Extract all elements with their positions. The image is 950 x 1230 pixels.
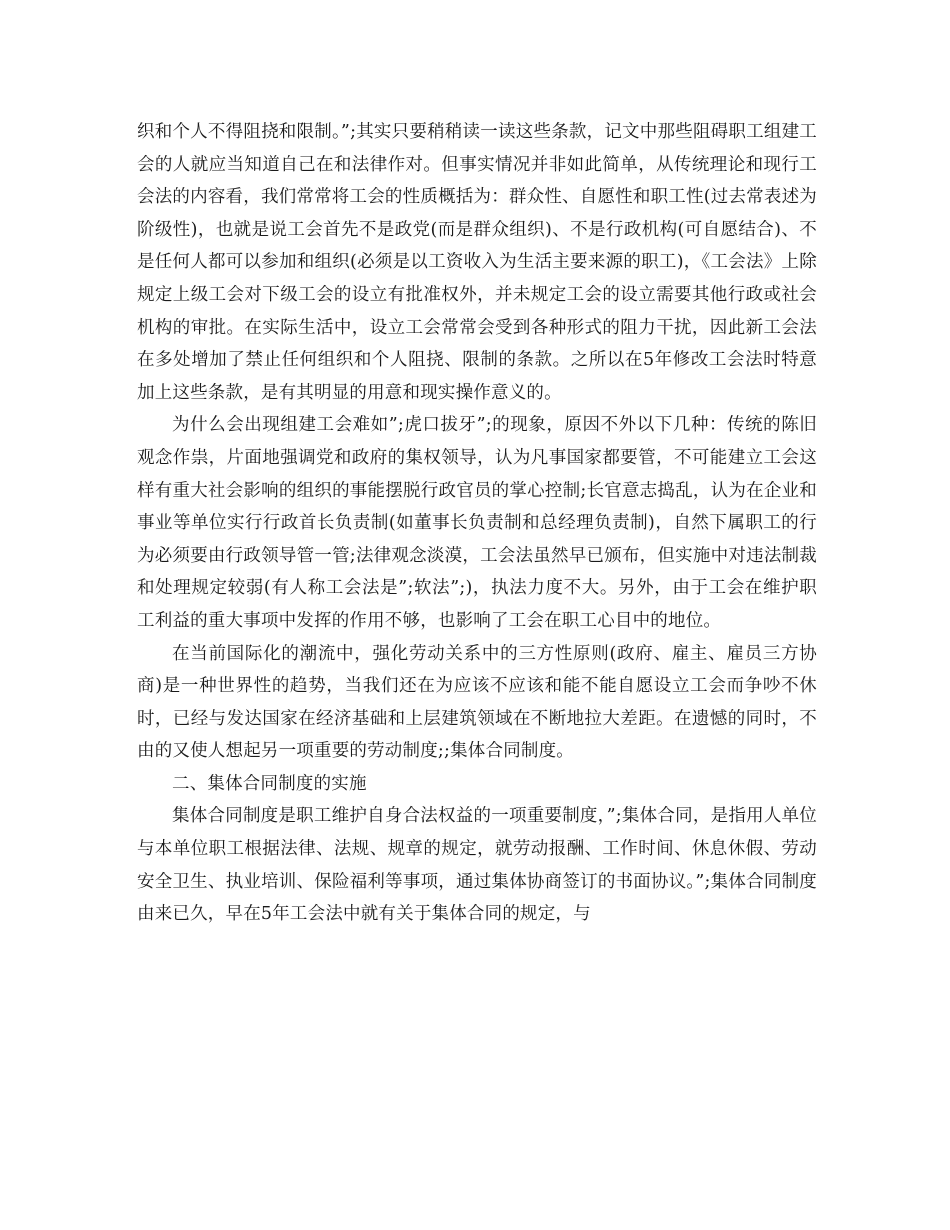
paragraph-2: 为什么会出现组建工会难如”;虎口拔牙”;的现象，原因不外以下几种：传统的陈旧观念作祟，片面地强调党和政府的集权领导，认为凡事国家都要管，不可能建立工会这样有重大社会影响的组织的事能摆脱行政官员的掌心控制;长官意志捣乱，认为在企业和事业等单位实行行政首长负责制(如董事长负责制和总经理负责制)，自然下属职工的行为必须要由行政领导管一管;法律观念淡漠，工会法虽然早已颁布，但实施中对违法制裁和处理规定较弱(有人称工会法是”;软法”;)，执法力度不大。另外，由于工会在维护职工利益的重大事项中发挥的作用不够，也影响了工会在职工心目中的地位。 xyxy=(137,415,817,631)
section-heading: 二、集体合同制度的实施 xyxy=(172,773,367,794)
document-body xyxy=(137,116,817,931)
paragraph-3: 在当前国际化的潮流中，强化劳动关系中的三方性原则(政府、雇主、雇员三方协商)是一种世界性的趋势，当我们还在为应该不应该和能不能自愿设立工会而争吵不休时，已经与发达国家在经济基础和上层建筑领域在不断地拉大差距。在遗憾的同时，不由的又使人想起另一项重要的劳动制度;;集体合同制度。 xyxy=(137,643,817,762)
paragraph-5: 集体合同制度是职工维护自身合法权益的一项重要制度，”;集体合同，是指用人单位与本单位职工根据法律、法规、规章的规定，就劳动报酬、工作时间、休息休假、劳动安全卫生、执业培训、保险福利等事项，通过集体协商签订的书面协议。”;集体合同制度由来已久，早在5年工会法中就有关于集体合同的规定，与 xyxy=(137,806,817,925)
paragraph-1: 织和个人不得阻挠和限制。”;其实只要稍稍读一读这些条款，记文中那些阻碍职工组建工会的人就应当知道自己在和法律作对。但事实情况并非如此简单，从传统理论和现行工会法的内容看，我们常常将工会的性质概括为：群众性、自愿性和职工性(过去常表述为阶级性)，也就是说工会首先不是政党(而是群众组织)、不是行政机构(可自愿结合)、不是任何人都可以参加和组织(必须是以工资收入为生活主要来源的职工)，《工会法》上除规定上级工会对下级工会的设立有批准权外，并未规定工会的设立需要其他行政或社会机构的审批。在实际生活中，设立工会常常会受到各种形式的阻力干扰，因此新工会法在多处增加了禁止任何组织和个人阻挠、限制的条款。之所以在5年修改工会法时特意加上这些条款，是有其明显的用意和现实操作意义的。 xyxy=(137,122,817,403)
